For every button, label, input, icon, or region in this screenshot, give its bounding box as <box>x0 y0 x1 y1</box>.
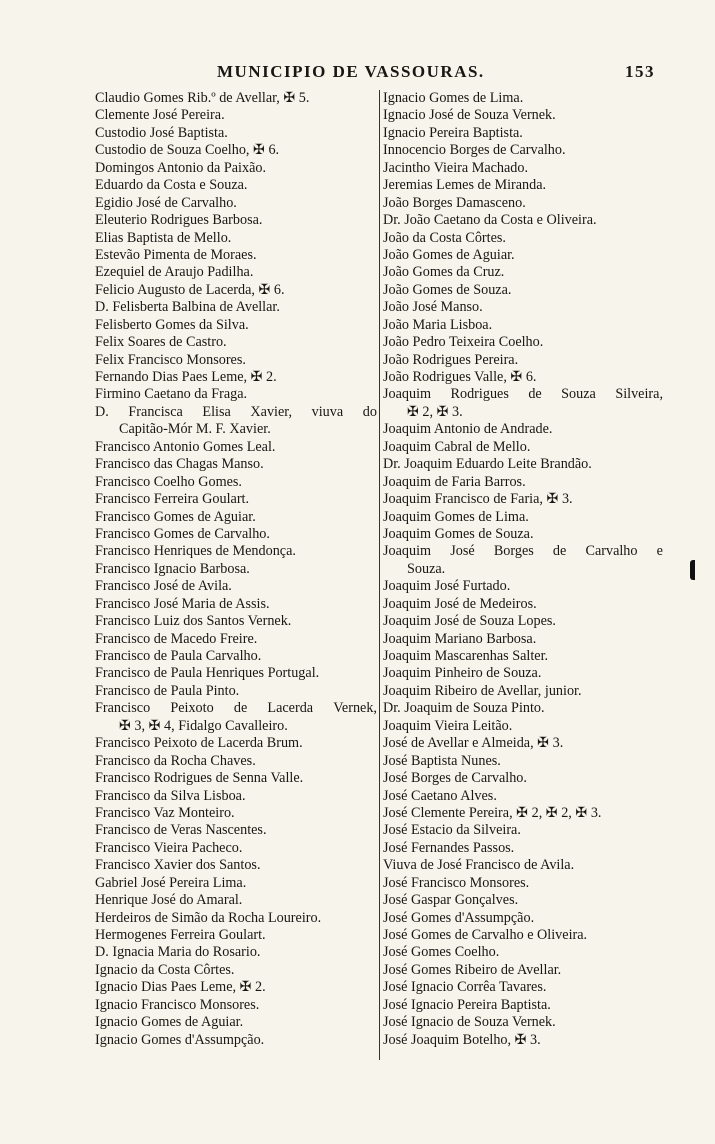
list-item: Francisco Rodrigues de Senna Valle. <box>95 770 304 787</box>
list-item: Francisco Ferreira Goulart. <box>95 491 250 508</box>
list-item: Joaquim Rodrigues de Souza Silveira, <box>383 386 663 403</box>
list-item: Francisco Luiz dos Santos Vernek. <box>95 613 292 630</box>
list-item: Dr. João Caetano da Costa e Oliveira. <box>383 212 597 229</box>
page-number: 153 <box>625 62 655 81</box>
list-item: José Ignacio de Souza Vernek. <box>383 1014 556 1031</box>
list-item: D. Ignacia Maria do Rosario. <box>95 944 261 961</box>
list-item: Francisco Gomes de Carvalho. <box>95 525 270 542</box>
list-item: Joaquim José Furtado. <box>383 578 511 595</box>
list-item: Francisco da Rocha Chaves. <box>95 752 256 769</box>
list-item: José Caetano Alves. <box>383 787 497 804</box>
list-item: D. Felisberta Balbina de Avellar. <box>95 299 280 316</box>
left-column <box>95 90 377 1049</box>
list-item: José Ignacio Pereira Baptista. <box>383 996 551 1013</box>
list-item: João Pedro Teixeira Coelho. <box>383 334 544 351</box>
list-item: Felisberto Gomes da Silva. <box>95 316 249 333</box>
list-item: Joaquim Gomes de Lima. <box>383 508 529 525</box>
list-item: Joaquim de Faria Barros. <box>383 473 526 490</box>
list-item: José Gaspar Gonçalves. <box>383 892 519 909</box>
list-item: Francisco Vaz Monteiro. <box>95 804 235 821</box>
list-item: Ignacio José de Souza Vernek. <box>383 107 556 124</box>
list-item: Francisco José Maria de Assis. <box>95 595 270 612</box>
list-item: Joaquim Mariano Barbosa. <box>383 630 537 647</box>
list-item: Ignacio Gomes de Aguiar. <box>95 1014 244 1031</box>
list-item: Henrique José do Amaral. <box>95 892 243 909</box>
list-item: Viuva de José Francisco de Avila. <box>383 857 575 874</box>
list-item: Joaquim Mascarenhas Salter. <box>383 648 549 664</box>
list-item: Ignacio Dias Paes Leme, ✠ 2. <box>95 979 266 996</box>
list-item: Francisco Antonio Gomes Leal. <box>95 438 276 455</box>
list-item: Joaquim Antonio de Andrade. <box>383 421 553 438</box>
list-item: José Gomes d'Assumpção. <box>383 909 535 926</box>
list-item: José Joaquim Botelho, ✠ 3. <box>383 1031 541 1048</box>
list-item: Francisco Xavier dos Santos. <box>95 857 261 874</box>
list-item: Felix Francisco Monsores. <box>95 351 246 368</box>
list-item: José Clemente Pereira, ✠ 2, ✠ 2, ✠ 3. <box>383 804 602 821</box>
list-item: Jeremias Lemes de Miranda. <box>383 177 547 194</box>
list-item: Ignacio Gomes de Lima. <box>383 90 524 106</box>
list-item: Joaquim Gomes de Souza. <box>383 525 534 542</box>
list-item: Joaquim Pinheiro de Souza. <box>383 665 542 682</box>
list-item: João Gomes da Cruz. <box>383 264 505 281</box>
list-item: ✠ 2, ✠ 3. <box>407 403 463 420</box>
list-item: Hermogenes Ferreira Goulart. <box>95 927 266 943</box>
list-item: Custodio de Souza Coelho, ✠ 6. <box>95 142 280 159</box>
list-item: Francisco Gomes de Aguiar. <box>95 508 256 525</box>
list-item: Dr. Joaquim Eduardo Leite Brandão. <box>383 456 592 473</box>
list-item: Felix Soares de Castro. <box>95 334 227 351</box>
list-item: João Rodrigues Valle, ✠ 6. <box>383 369 537 385</box>
list-item: João Maria Lisboa. <box>383 316 493 333</box>
list-item: Ignacio da Costa Côrtes. <box>95 961 235 978</box>
list-item: Custodio José Baptista. <box>95 124 228 141</box>
list-item: Francisco de Paula Pinto. <box>95 682 240 699</box>
list-item: José Borges de Carvalho. <box>383 770 527 787</box>
list-item: Herdeiros de Simão da Rocha Loureiro. <box>95 909 322 926</box>
list-item: José Gomes de Carvalho e Oliveira. <box>383 927 588 943</box>
list-item: João Gomes de Aguiar. <box>383 246 515 263</box>
list-item: Joaquim Vieira Leitão. <box>383 717 513 734</box>
list-item: Firmino Caetano da Fraga. <box>95 386 248 403</box>
list-item: Francisco Ignacio Barbosa. <box>95 560 250 577</box>
list-item: Francisco Coelho Gomes. <box>95 473 242 490</box>
list-item: Gabriel José Pereira Lima. <box>95 874 247 891</box>
list-item: Joaquim José de Souza Lopes. <box>383 613 556 630</box>
list-item: José de Avellar e Almeida, ✠ 3. <box>383 735 564 752</box>
list-item: Dr. Joaquim de Souza Pinto. <box>383 700 545 717</box>
list-item: Elias Baptista de Mello. <box>95 229 232 246</box>
list-item: João Borges Damasceno. <box>383 194 526 211</box>
list-item: Francisco de Paula Carvalho. <box>95 648 262 664</box>
list-item: José Fernandes Passos. <box>383 839 515 856</box>
list-item: D. Francisca Elisa Xavier, viuva do <box>95 403 377 420</box>
list-item: Francisco da Silva Lisboa. <box>95 787 246 804</box>
list-item: João José Manso. <box>383 299 483 316</box>
list-item: Capitão-Mór M. F. Xavier. <box>119 421 271 438</box>
list-item: João Rodrigues Pereira. <box>383 351 519 368</box>
list-item: Domingos Antonio da Paixão. <box>95 159 267 176</box>
list-item: ✠ 3, ✠ 4, Fidalgo Cavalleiro. <box>119 717 288 734</box>
ink-mark <box>690 560 695 580</box>
list-item: José Francisco Monsores. <box>383 874 530 891</box>
list-item: José Baptista Nunes. <box>383 752 501 769</box>
list-item: José Gomes Coelho. <box>383 944 500 961</box>
list-item: Francisco Vieira Pacheco. <box>95 839 243 856</box>
list-item: Joaquim José Borges de Carvalho e <box>383 543 663 560</box>
list-item: Ignacio Pereira Baptista. <box>383 124 523 141</box>
list-item: Ignacio Gomes d'Assumpção. <box>95 1031 265 1048</box>
list-item: Joaquim José de Medeiros. <box>383 595 537 612</box>
list-item: Francisco de Paula Henriques Portugal. <box>95 665 320 682</box>
list-item: Souza. <box>407 560 446 577</box>
list-item: Francisco Peixoto de Lacerda Brum. <box>95 735 303 752</box>
column-divider <box>379 90 380 1060</box>
list-item: Ignacio Francisco Monsores. <box>95 996 260 1013</box>
list-item: Francisco José de Avila. <box>95 578 232 595</box>
list-item: Joaquim Ribeiro de Avellar, junior. <box>383 682 582 699</box>
list-item: João da Costa Côrtes. <box>383 229 506 246</box>
list-item: Ezequiel de Araujo Padilha. <box>95 264 254 281</box>
page-title: MUNICIPIO DE VASSOURAS. <box>217 62 485 81</box>
list-item: Eleuterio Rodrigues Barbosa. <box>95 212 263 229</box>
list-item: Felicio Augusto de Lacerda, ✠ 6. <box>95 281 285 298</box>
list-item: Clemente José Pereira. <box>95 107 225 124</box>
list-item: Jacintho Vieira Machado. <box>383 159 529 176</box>
list-item: Estevão Pimenta de Moraes. <box>95 246 257 263</box>
list-item: Francisco Henriques de Mendonça. <box>95 543 296 560</box>
list-item: Francisco das Chagas Manso. <box>95 456 264 473</box>
list-item: Francisco de Macedo Freire. <box>95 630 258 647</box>
list-item: José Gomes Ribeiro de Avellar. <box>383 961 562 978</box>
list-item: Francisco Peixoto de Lacerda Vernek, <box>95 700 377 717</box>
list-item: Joaquim Cabral de Mello. <box>383 438 531 455</box>
list-item: Fernando Dias Paes Leme, ✠ 2. <box>95 369 277 385</box>
list-item: Joaquim Francisco de Faria, ✠ 3. <box>383 491 573 508</box>
list-item: João Gomes de Souza. <box>383 281 512 298</box>
page-header <box>95 62 655 84</box>
list-item: Claudio Gomes Rib.º de Avellar, ✠ 5. <box>95 90 310 106</box>
right-column <box>383 90 663 1049</box>
list-item: Egidio José de Carvalho. <box>95 194 237 211</box>
list-item: Innocencio Borges de Carvalho. <box>383 142 566 159</box>
list-item: José Estacio da Silveira. <box>383 822 521 839</box>
list-item: Eduardo da Costa e Souza. <box>95 177 248 194</box>
list-item: José Ignacio Corrêa Tavares. <box>383 979 547 996</box>
list-item: Francisco de Veras Nascentes. <box>95 822 267 839</box>
